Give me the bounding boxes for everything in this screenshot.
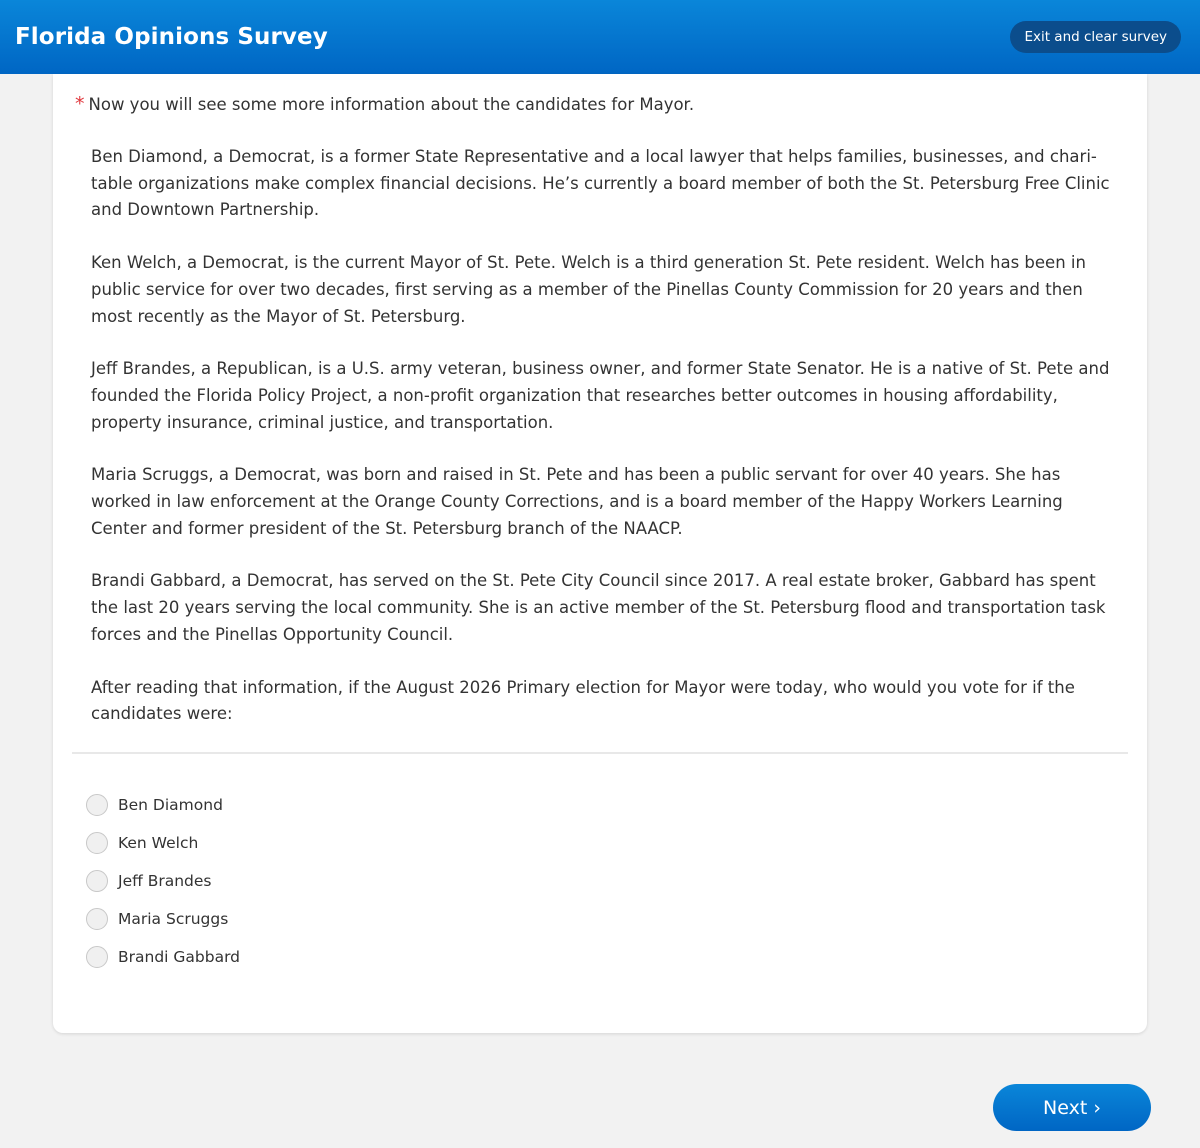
option-label: Jeff Brandes xyxy=(118,872,212,890)
radio-button[interactable] xyxy=(86,832,108,854)
survey-title: Florida Opinions Survey xyxy=(15,24,328,50)
question-intro-text: Now you will see some more information about the candidates for Mayor. xyxy=(88,95,695,114)
option-ken-welch[interactable] xyxy=(86,824,240,862)
option-ben-diamond[interactable] xyxy=(86,786,240,824)
required-marker: * xyxy=(75,93,85,115)
option-jeff-brandes[interactable] xyxy=(86,862,240,900)
exit-and-clear-survey-button[interactable]: Exit and clear survey xyxy=(1010,21,1181,53)
survey-header xyxy=(0,0,1200,74)
radio-button[interactable] xyxy=(86,946,108,968)
option-label: Ben Diamond xyxy=(118,796,223,814)
option-label: Ken Welch xyxy=(118,834,199,852)
radio-button[interactable] xyxy=(86,870,108,892)
question-text xyxy=(75,91,1125,754)
next-button[interactable]: Next › xyxy=(993,1084,1151,1131)
question-intro xyxy=(75,91,1125,118)
radio-button[interactable] xyxy=(86,794,108,816)
candidate-description-maria-scruggs: Maria Scruggs, a Democrat, was born and raised in St. Pete and has been a public servant for over 40 years. She has worked in law enforcement at the Orange County Corrections, and is a board member of the Happy Workers Learning Center and former president of the St. Petersburg branch of the NAACP. xyxy=(91,465,1063,538)
answer-options xyxy=(86,786,240,976)
candidate-description-brandi-gabbard: Brandi Gabbard, a Democrat, has served on the St. Pete City Council since 2017. A real estate broker, Gabbard has spent the last 20 years serving the local community. She is an active member of the St. Petersburg flood and transportation task forces and the Pinellas Opportunity Council. xyxy=(91,571,1106,644)
option-brandi-gabbard[interactable] xyxy=(86,938,240,976)
option-label: Maria Scruggs xyxy=(118,910,229,928)
candidate-description-ken-welch: Ken Welch, a Democrat, is the current Mayor of St. Pete. Welch is a third generation St. Pete resident. Welch has been in public service for over two decades, first serving as a member of the Pinellas County Commission for 20 years and then most recently as the Mayor of St. Petersburg. xyxy=(91,253,1086,326)
radio-button[interactable] xyxy=(86,908,108,930)
candidate-description-jeff-brandes: Jeff Brandes, a Republican, is a U.S. army veteran, business owner, and former State Senator. He is a native of St. Pete and founded the Florida Policy Project, a non-profit organization that researches better outcomes in housing affordability, property insurance, criminal justice, and transportation. xyxy=(91,359,1110,432)
candidate-description-ben-diamond: Ben Diamond, a Democrat, is a former State Representative and a local lawyer that helps families, businesses, and chari- table organizations make complex financial decisions. He’s currently a board member of both the St. Petersburg Free Clinic and Downtown Partnership. xyxy=(91,147,1110,220)
question-card xyxy=(53,74,1147,1033)
vote-question: After reading that information, if the August 2026 Primary election for Mayor were today, who would you vote for if the candidates were: xyxy=(91,677,1075,724)
option-label: Brandi Gabbard xyxy=(118,948,241,966)
question-divider xyxy=(72,752,1128,754)
option-maria-scruggs[interactable] xyxy=(86,900,240,938)
candidate-descriptions xyxy=(91,144,1121,728)
